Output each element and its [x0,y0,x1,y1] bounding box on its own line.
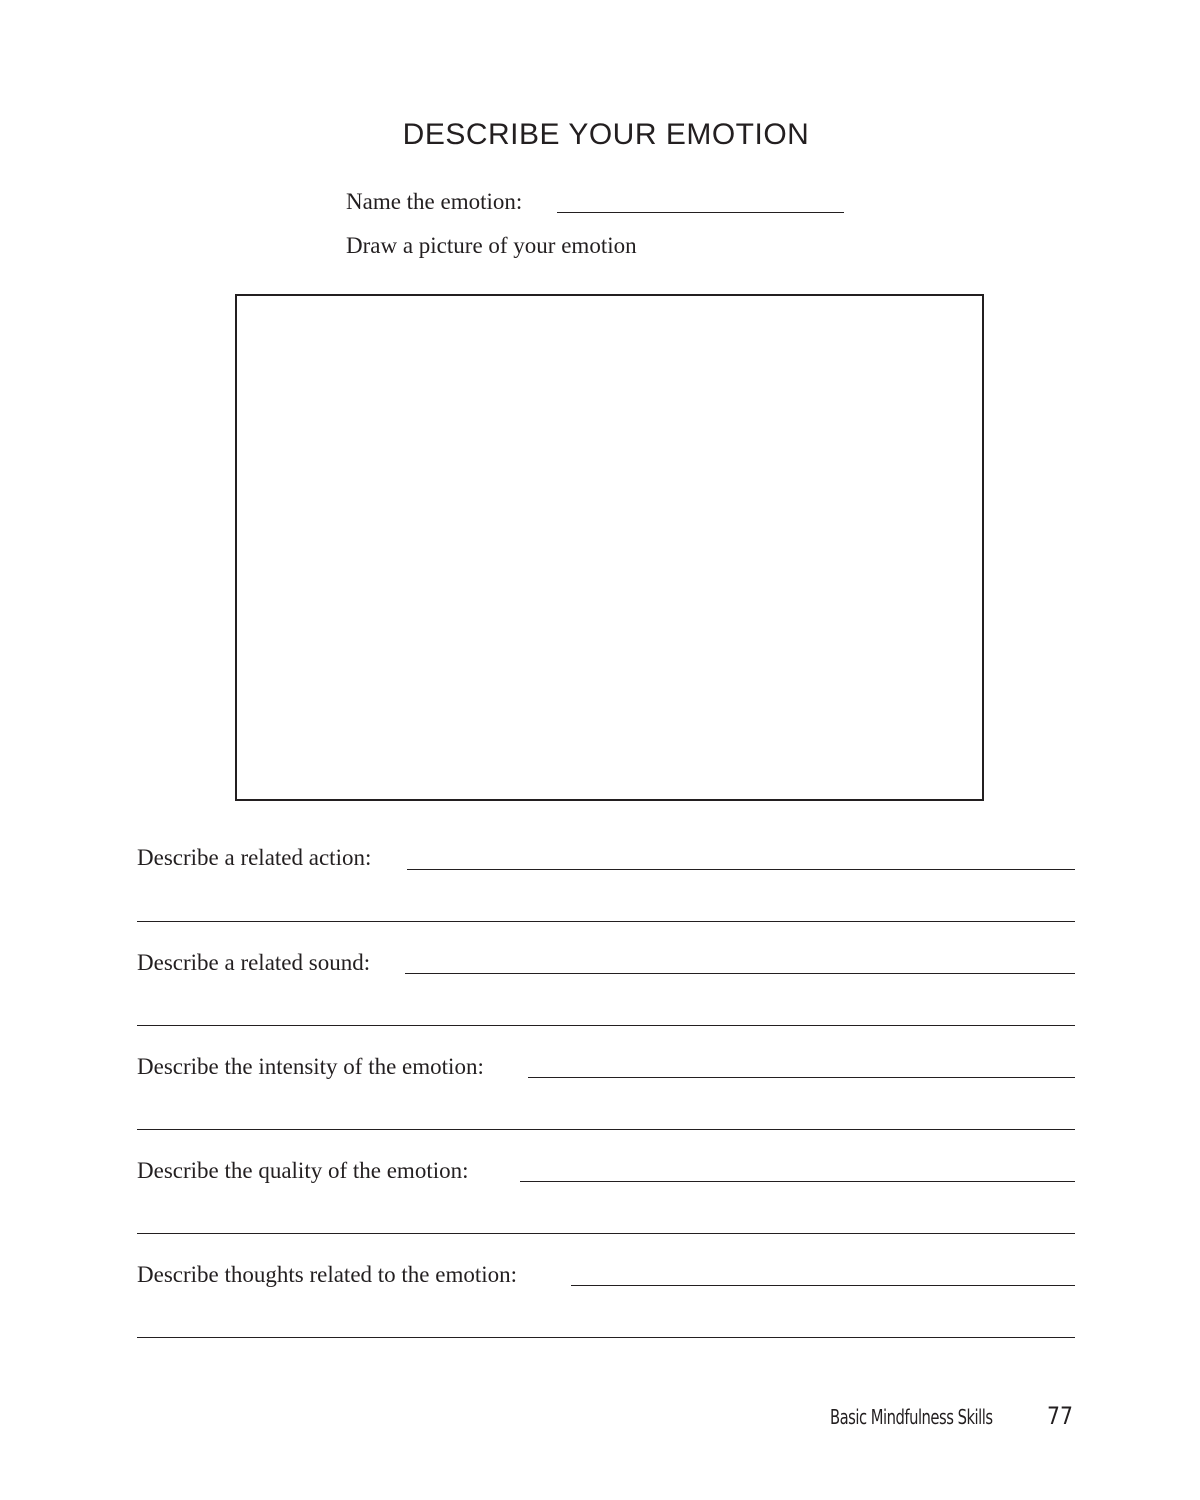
answer-line-sound-2[interactable] [137,1025,1075,1026]
question-label-quality: Describe the quality of the emotion: [137,1158,469,1183]
answer-line-quality-1[interactable] [520,1181,1075,1182]
name-emotion-field[interactable] [557,212,844,213]
question-label-action: Describe a related action: [137,845,372,870]
drawing-box[interactable] [235,294,984,801]
answer-line-quality-2[interactable] [137,1233,1075,1234]
page-title: DESCRIBE YOUR EMOTION [402,118,810,151]
answer-line-action-2[interactable] [137,921,1075,922]
question-label-sound: Describe a related sound: [137,950,371,975]
answer-line-intensity-2[interactable] [137,1129,1075,1130]
footer-section-title: Basic Mindfulness Skills [830,1405,993,1429]
answer-line-action-1[interactable] [407,869,1075,870]
page-number: 77 [1047,1402,1073,1430]
question-label-intensity: Describe the intensity of the emotion: [137,1054,484,1079]
answer-line-thoughts-1[interactable] [571,1285,1075,1286]
answer-line-thoughts-2[interactable] [137,1337,1075,1338]
draw-picture-label: Draw a picture of your emotion [346,233,637,258]
name-emotion-label: Name the emotion: [346,189,523,214]
answer-line-sound-1[interactable] [405,973,1075,974]
question-label-thoughts: Describe thoughts related to the emotion: [137,1262,518,1287]
answer-line-intensity-1[interactable] [528,1077,1075,1078]
